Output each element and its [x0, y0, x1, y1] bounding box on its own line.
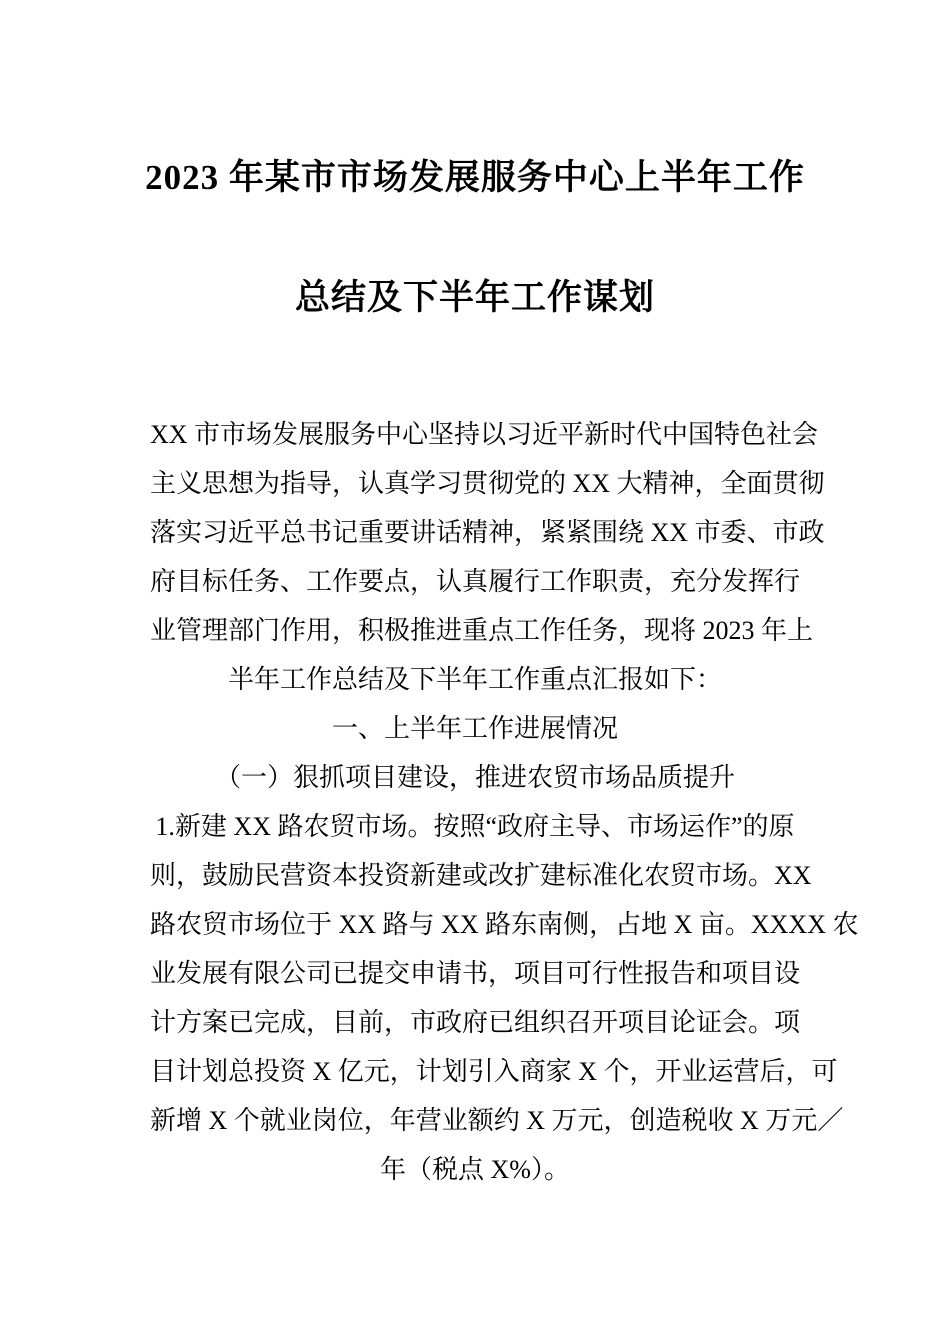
paragraph-line: 1.新建 XX 路农贸市场。按照“政府主导、市场运作”的原: [155, 812, 795, 841]
paragraph-line: 则，鼓励民营资本投资新建或改扩建标准化农贸市场。XX: [150, 861, 812, 890]
title-line-2: 总结及下半年工作谋划: [294, 278, 655, 317]
document-body: [150, 410, 859, 1194]
paragraph-line: XX 市市场发展服务中心坚持以习近平新时代中国特色社会: [150, 420, 819, 449]
paragraph-line: 府目标任务、工作要点，认真履行工作职责，充分发挥行: [150, 567, 801, 596]
subsection-heading: （一）狠抓项目建设，推进农贸市场品质提升: [214, 763, 735, 792]
paragraph-line: 目计划总投资 X 亿元，计划引入商家 X 个，开业运营后，可: [150, 1057, 838, 1086]
document-title: [0, 118, 950, 358]
paragraph-line: 计方案已完成，目前，市政府已组织召开项目论证会。项: [150, 1008, 801, 1037]
paragraph-line: 半年工作总结及下半年工作重点汇报如下：: [227, 665, 722, 694]
paragraph-line: 年（税点 X%）。: [380, 1155, 570, 1184]
paragraph-line: 新增 X 个就业岗位，年营业额约 X 万元，创造税收 X 万元／: [150, 1106, 844, 1135]
paragraph-line: 路农贸市场位于 XX 路与 XX 路东南侧，占地 X 亩。XXXX 农: [150, 910, 859, 939]
paragraph-line: 落实习近平总书记重要讲话精神，紧紧围绕 XX 市委、市政: [150, 518, 825, 547]
paragraph-line: 业管理部门作用，积极推进重点工作任务，现将 2023 年上: [150, 616, 814, 645]
paragraph-line: 主义思想为指导，认真学习贯彻党的 XX 大精神，全面贯彻: [150, 469, 825, 498]
section-heading: 一、上半年工作进展情况: [331, 714, 618, 743]
title-line-1: 2023 年某市市场发展服务中心上半年工作: [145, 158, 805, 197]
paragraph-line: 业发展有限公司已提交申请书，项目可行性报告和项目设: [150, 959, 801, 988]
